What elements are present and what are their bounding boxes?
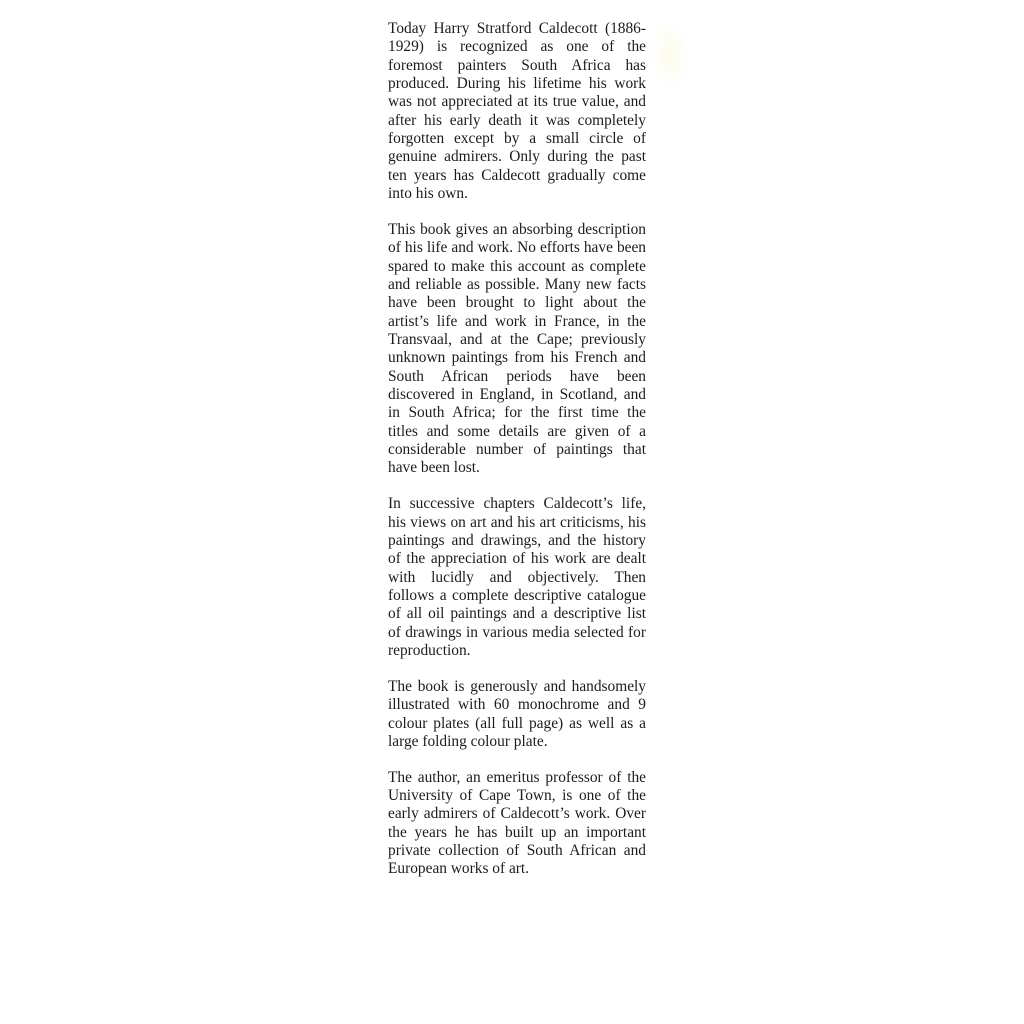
- paragraph-introduction: Today Harry Stratford Caldecott (1886-1929) is recognized as one of the foremost painters South Africa has produced. During his lifetime his work was not appreciated at its true value, and after his early death it was completely forgotten except by a small circle of genuine admirers. Only during the past ten years has Caldecott gradually come into his own.: [388, 20, 646, 203]
- paragraph-illustrations: The book is generously and handsomely illustrated with 60 monochrome and 9 colour plates (all full page) as well as a large folding colour plate.: [388, 677, 646, 750]
- paragraph-book-description: This book gives an absorbing description of his life and work. No efforts have been spared to make this account as complete and reliable as possible. Many new facts have been brought to light about the artist’s life and work in France, in the Transvaal, and at the Cape; previously unknown paintings from his French and South African periods have been discovered in England, in Scotland, and in South Africa; for the first time the titles and some details are given of a considerable number of paintings that have been lost.: [388, 220, 646, 477]
- text-column: [388, 20, 646, 879]
- paragraph-chapters: In successive chapters Caldecott’s life, his views on art and his art criticisms, his paintings and drawings, and the history of the appreciation of his work are dealt with lucidly and objectively. Then follows a complete descriptive catalogue of all oil paintings and a descriptive list of drawings in various media selected for reproduction.: [388, 495, 646, 659]
- paper-stain: [650, 20, 690, 90]
- paragraph-author: The author, an emeritus professor of the University of Cape Town, is one of the early admirers of Caldecott’s work. Over the years he has built up an important private collection of South African and European works of art.: [388, 768, 646, 878]
